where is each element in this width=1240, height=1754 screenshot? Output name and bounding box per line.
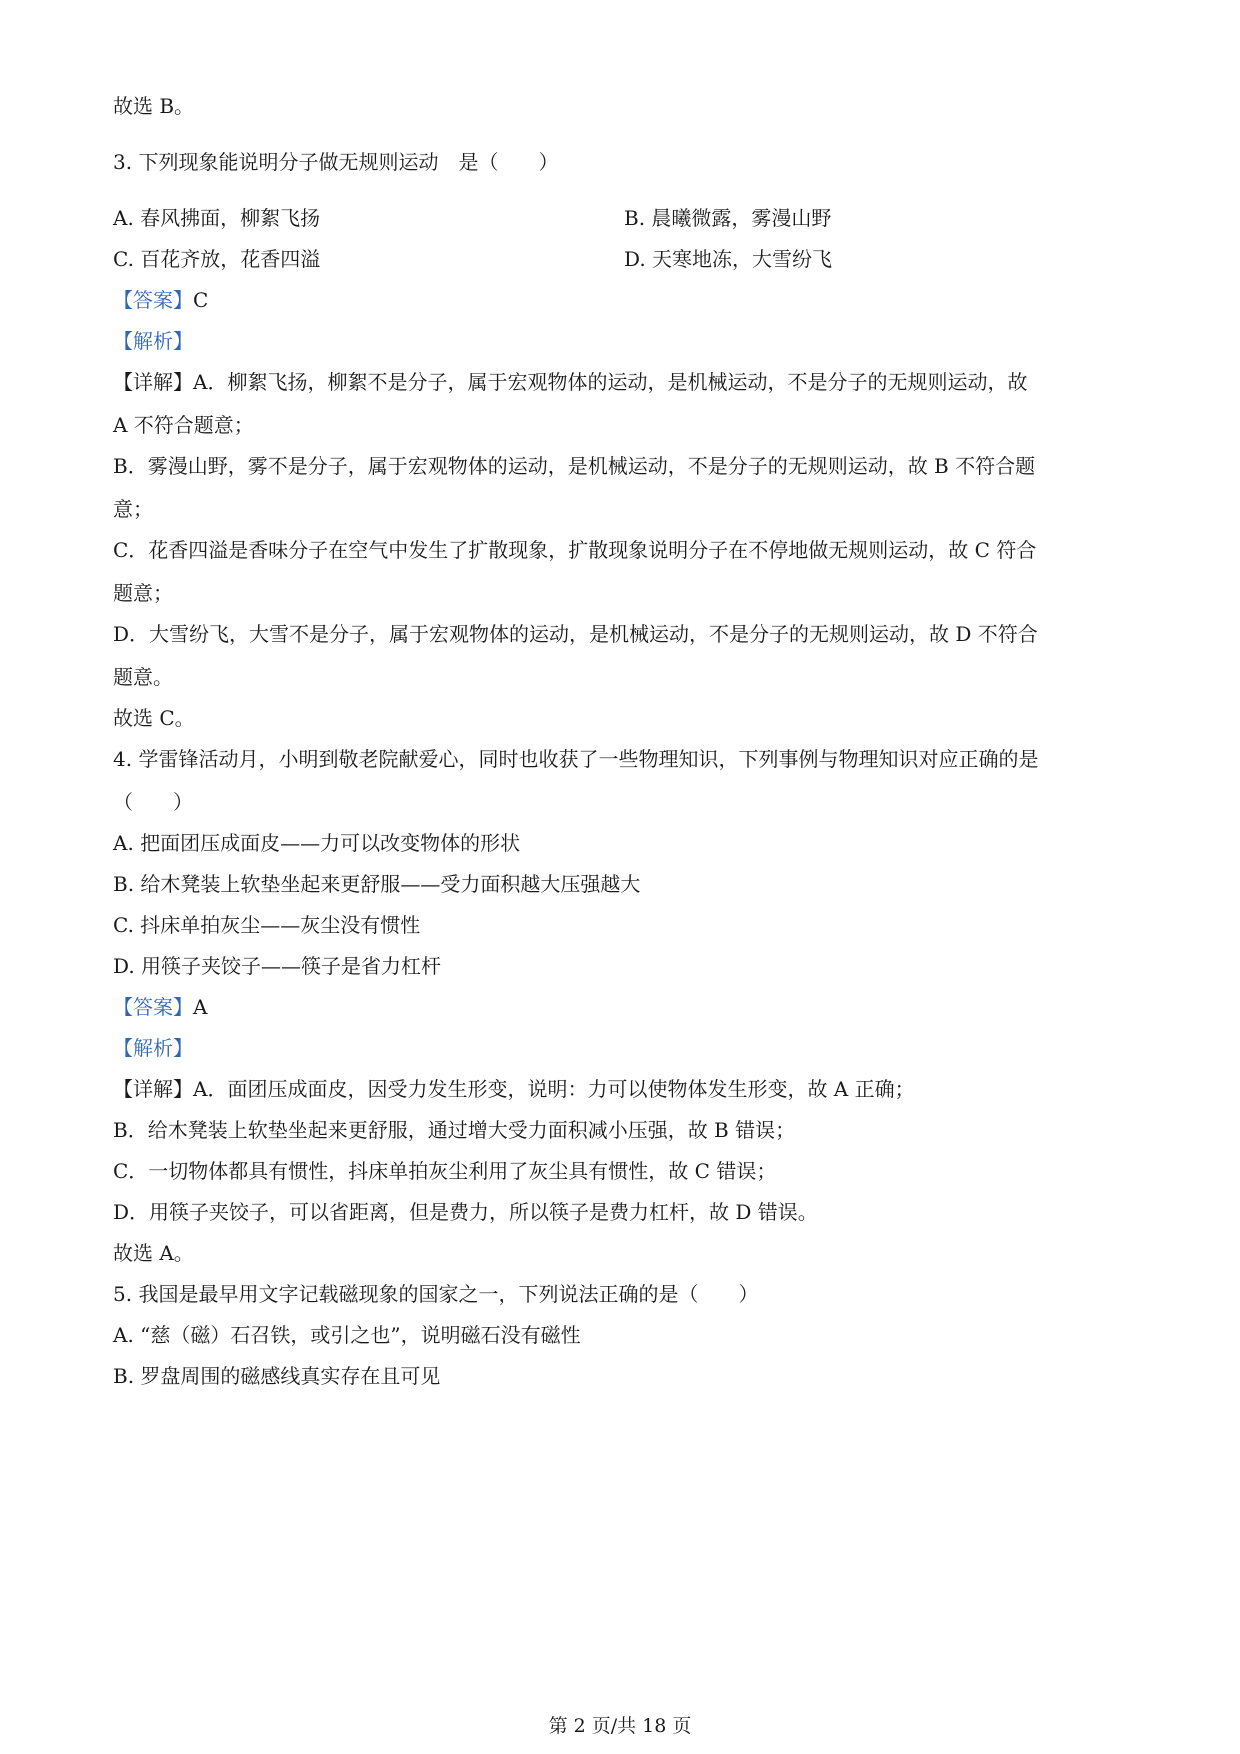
q3-detail-line: 题意；: [113, 581, 173, 605]
q3-detail-line: D．大雪纷飞，大雪不是分子，属于宏观物体的运动，是机械运动，不是分子的无规则运动，故 D 不符合: [113, 622, 1038, 646]
page-number-footer: 第 2 页/共 18 页: [548, 1715, 692, 1737]
q3-option-c: C. 百花齐放，花香四溢: [113, 247, 321, 271]
q4-detail-line: 【详解】A．面团压成面皮，因受力发生形变，说明：力可以使物体发生形变，故 A 正确；: [113, 1077, 915, 1101]
q4-option-a: A. 把面团压成面皮——力可以改变物体的形状: [113, 831, 521, 855]
q3-detail-line: 意；: [113, 497, 153, 521]
q4-option-d: D. 用筷子夹饺子——筷子是省力杠杆: [113, 954, 442, 978]
q4-detail-line: B．给木凳装上软垫坐起来更舒服，通过增大受力面积减小压强，故 B 错误；: [113, 1118, 796, 1142]
q4-detail-line: C．一切物体都具有惯性，抖床单拍灰尘利用了灰尘具有惯性，故 C 错误；: [113, 1159, 777, 1183]
q4-option-c: C. 抖床单拍灰尘——灰尘没有惯性: [113, 913, 421, 937]
choice-prev: 故选 B。: [113, 94, 195, 118]
q3-detail-line: 【详解】A．柳絮飞扬，柳絮不是分子，属于宏观物体的运动，是机械运动，不是分子的无规则运动，故: [113, 370, 1028, 394]
q5-option-b: B. 罗盘周围的磁感线真实存在且可见: [113, 1364, 441, 1388]
q4-choice: 故选 A。: [113, 1241, 194, 1265]
q3-detail-line: C．花香四溢是香味分子在空气中发生了扩散现象，扩散现象说明分子在不停地做无规则运动，故 C 符合: [113, 538, 1037, 562]
q3-stem: 3. 下列现象能说明分子做无规则运动 是（ ）: [113, 150, 559, 174]
q4-stem: 4. 学雷锋活动月，小明到敬老院献爱心，同时也收获了一些物理知识，下列事例与物理知识对应正确的是: [113, 747, 1039, 771]
q4-analysis-tag: 【解析】: [113, 1036, 193, 1060]
answer-value: C: [193, 288, 209, 312]
q4-detail-line: D．用筷子夹饺子，可以省距离，但是费力，所以筷子是费力杠杆，故 D 错误。: [113, 1200, 818, 1224]
q3-analysis-tag: 【解析】: [113, 329, 193, 353]
q5-stem: 5. 我国是最早用文字记载磁现象的国家之一，下列说法正确的是（ ）: [113, 1282, 759, 1306]
q3-detail-line: A 不符合题意；: [113, 413, 254, 437]
q3-option-a: A. 春风拂面，柳絮飞扬: [113, 206, 321, 230]
q3-detail-line: 题意。: [113, 665, 173, 689]
answer-tag: 【答案】: [113, 995, 193, 1019]
q3-detail-line: B．雾漫山野，雾不是分子，属于宏观物体的运动，是机械运动，不是分子的无规则运动，故 B 不符合题: [113, 454, 1036, 478]
q3-option-b: B. 晨曦微露，雾漫山野: [624, 206, 832, 230]
q4-stem-continued: （ ）: [113, 790, 193, 814]
q3-choice: 故选 C。: [113, 706, 195, 730]
q4-answer: [113, 994, 207, 1020]
q4-option-b: B. 给木凳装上软垫坐起来更舒服——受力面积越大压强越大: [113, 872, 641, 896]
q3-option-d: D. 天寒地冻，大雪纷飞: [624, 247, 833, 271]
q3-answer: [113, 287, 208, 313]
q5-option-a: A. “慈（磁）石召铁，或引之也”，说明磁石没有磁性: [113, 1323, 581, 1347]
answer-value: A: [193, 995, 208, 1019]
answer-tag: 【答案】: [113, 288, 193, 312]
